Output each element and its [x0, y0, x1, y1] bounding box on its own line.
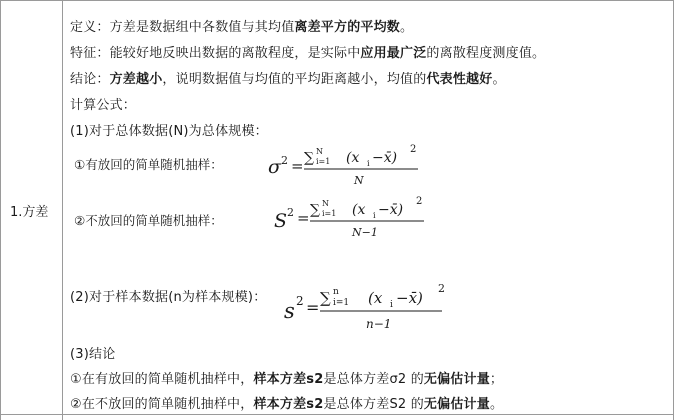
equals-sign: =: [297, 209, 310, 227]
table-border-top: [0, 0, 674, 1]
formula-lhs-exponent: 2: [281, 154, 288, 167]
table-border-left: [0, 0, 1, 420]
result-line-2: ②在不放回的简单随机抽样中，样本方差s2是总体方差S2 的无偏估计量。: [70, 397, 504, 412]
sample-heading: (2)对于样本数据(n为样本规模)：: [70, 290, 267, 305]
formula-term-subscript: i: [390, 300, 393, 310]
formula-term-rest: −x̄): [372, 150, 398, 166]
formula-term-subscript: i: [373, 211, 376, 220]
formula-svg: [282, 280, 462, 332]
equals-sign: =: [291, 157, 304, 175]
sum-symbol: ∑: [304, 150, 314, 166]
sum-upper-limit: N: [322, 199, 329, 208]
formula-denominator: N−1: [352, 226, 378, 239]
result-line-1: ①在有放回的简单随机抽样中，样本方差s2是总体方差σ2 的无偏估计量；: [70, 372, 504, 387]
conclusion-line: 结论：方差越小，说明数据值与均值的平均距离越小，均值的代表性越好。: [70, 72, 506, 87]
sum-lower-limit: i=1: [333, 298, 350, 308]
formula-power: 2: [410, 144, 417, 155]
formula-title: 计算公式：: [70, 98, 137, 113]
population-variance-formula: [266, 140, 436, 192]
feature-line: 特征：能较好地反映出数据的离散程度，是实际中应用最广泛的离散程度测度值。: [70, 46, 546, 61]
population-heading: (1)对于总体数据(N)为总体规模：: [70, 124, 268, 139]
sum-upper-limit: N: [316, 147, 323, 156]
formula-lhs: s: [284, 299, 295, 323]
sum-upper-limit: n: [333, 287, 339, 297]
formula-denominator: n−1: [366, 317, 392, 331]
table-column-divider: [62, 0, 63, 420]
formula-term: (x: [346, 150, 360, 166]
sum-lower-limit: i=1: [316, 157, 331, 166]
result-heading: (3)结论: [70, 347, 116, 362]
formula-lhs: S: [274, 210, 288, 232]
population-case-2-label: ②不放回的简单随机抽样：: [74, 213, 223, 228]
formula-lhs-exponent: 2: [287, 206, 294, 219]
population-s2-formula: [272, 192, 442, 244]
sum-symbol: ∑: [320, 289, 331, 307]
formula-svg: [266, 140, 436, 188]
definition-line: 定义：方差是数据组中各数值与其均值离差平方的平均数。: [70, 20, 414, 35]
formula-power: 2: [416, 196, 423, 207]
sample-variance-formula: [282, 280, 462, 336]
formula-term: (x: [368, 289, 383, 307]
row-label: 1.方差: [10, 205, 49, 220]
formula-term-rest: −x̄): [378, 202, 404, 218]
population-case-1-label: ①有放回的简单随机抽样：: [74, 157, 223, 172]
formula-lhs: σ: [268, 156, 281, 178]
formula-term-subscript: i: [367, 159, 370, 168]
sum-symbol: ∑: [310, 202, 320, 218]
equals-sign: =: [306, 298, 320, 317]
formula-denominator: N: [354, 174, 364, 187]
formula-term: (x: [352, 202, 366, 218]
sum-lower-limit: i=1: [322, 209, 337, 218]
formula-term-rest: −x̄): [396, 289, 423, 307]
formula-lhs-exponent: 2: [296, 294, 304, 308]
formula-power: 2: [438, 282, 445, 295]
table-row-divider: [0, 414, 674, 415]
formula-svg: [272, 192, 442, 240]
